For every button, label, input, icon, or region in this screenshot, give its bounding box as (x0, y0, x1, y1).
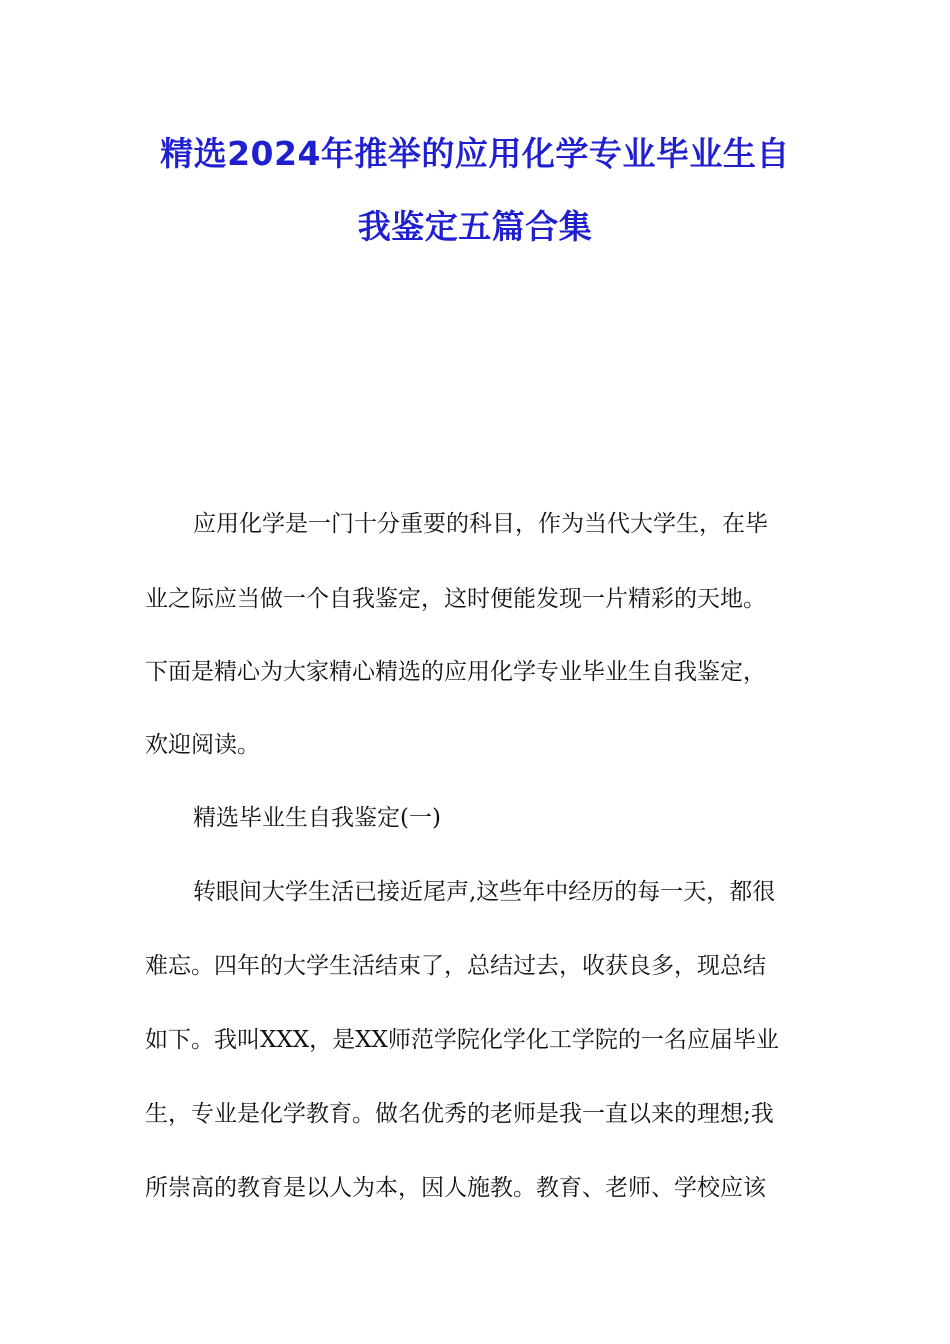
body-line-9: 生，专业是化学教育。做名优秀的老师是我一直以来的理想;我 (145, 1101, 774, 1127)
section-heading: 精选毕业生自我鉴定(一) (193, 805, 441, 831)
body-line-1: 应用化学是一门十分重要的科目，作为当代大学生，在毕 (193, 511, 768, 537)
body-line-6: 转眼间大学生活已接近尾声,这些年中经历的每一天，都很 (193, 879, 776, 905)
document-title-line-2: 我鉴定五篇合集 (357, 207, 593, 246)
body-line-2: 业之际应当做一个自我鉴定，这时便能发现一片精彩的天地。 (145, 586, 766, 612)
document-title-line-1: 精选2024年推举的应用化学专业毕业生自 (160, 134, 790, 173)
body-line-7: 难忘。四年的大学生活结束了，总结过去，收获良多，现总结 (145, 953, 766, 979)
body-line-3: 下面是精心为大家精心精选的应用化学专业毕业生自我鉴定， (145, 659, 766, 685)
body-line-10: 所崇高的教育是以人为本，因人施教。教育、老师、学校应该 (145, 1175, 766, 1201)
body-line-4: 欢迎阅读。 (145, 732, 260, 758)
body-line-8: 如下。我叫XXX，是XX师范学院化学化工学院的一名应届毕业 (145, 1027, 779, 1053)
